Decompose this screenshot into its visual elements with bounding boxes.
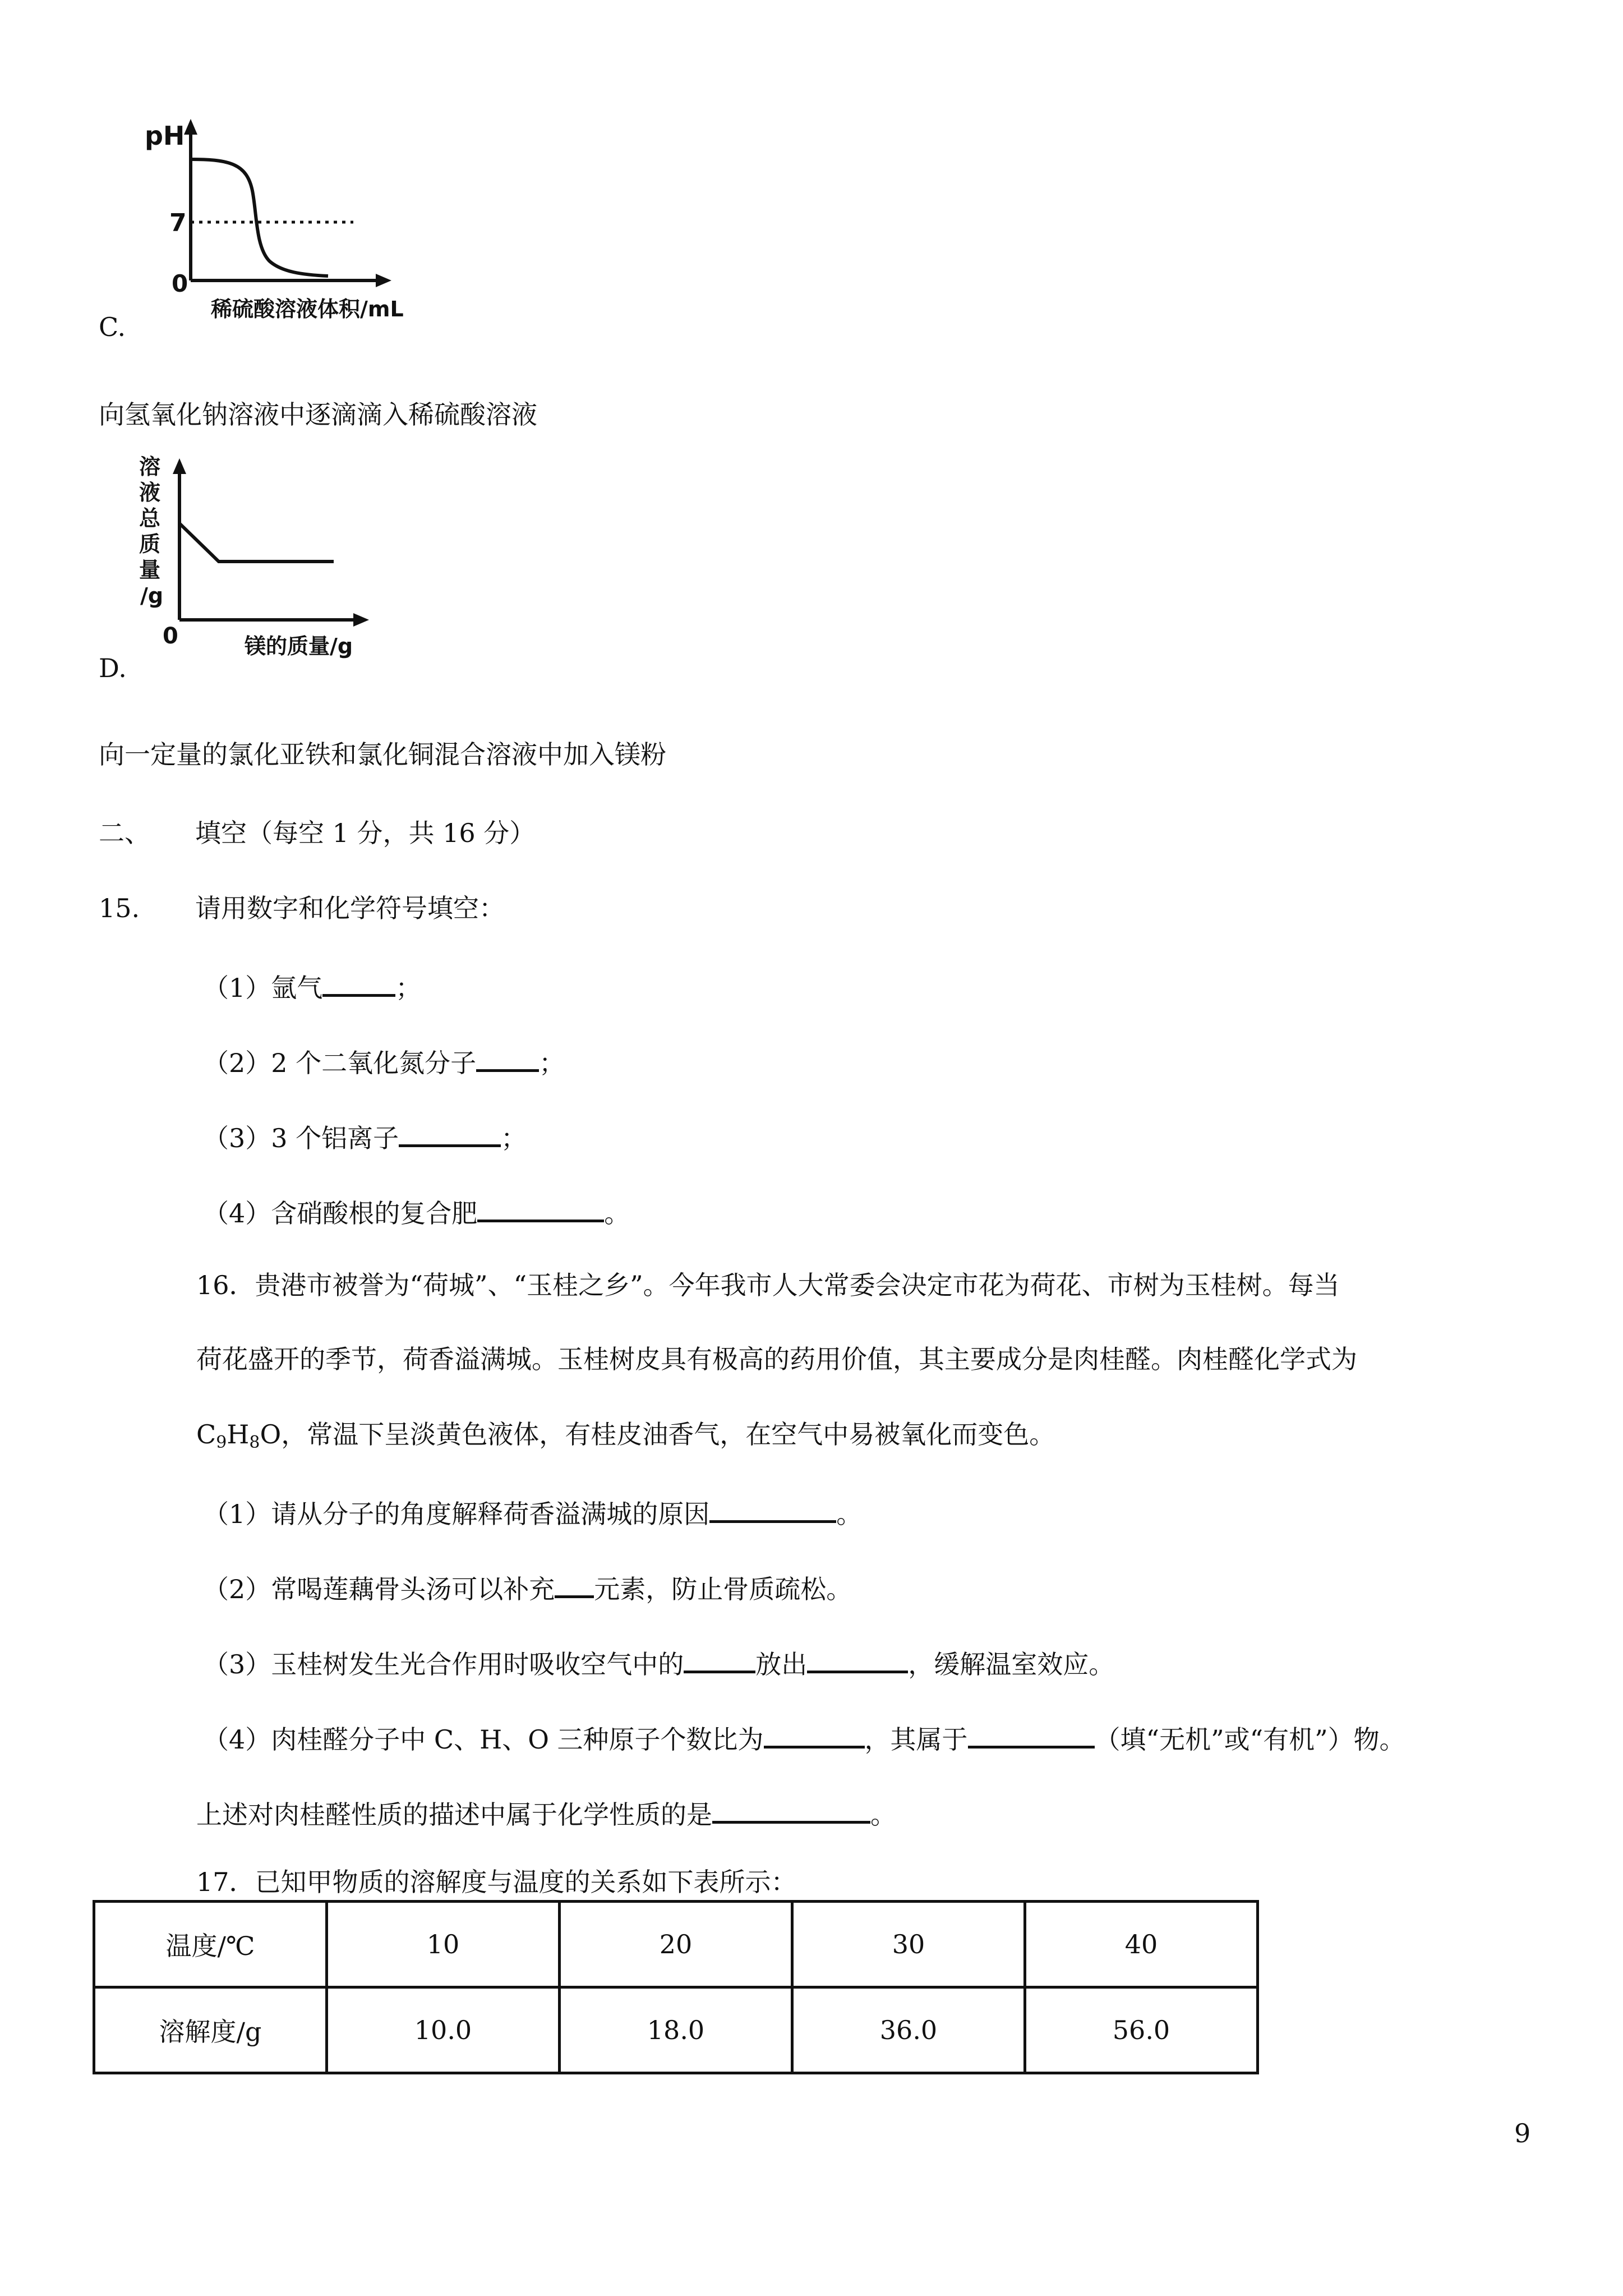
svg-text:质: 质 bbox=[139, 532, 161, 556]
section-title: 填空（每空 1 分，共 16 分） bbox=[195, 818, 536, 848]
answer-blank[interactable] bbox=[399, 1121, 501, 1147]
table-row bbox=[94, 1987, 1258, 2073]
formula-cinnamaldehyde: $C_9H_8O$ bbox=[196, 1419, 282, 1452]
q15-item-2: （2）2 个二氧化氮分子 ； bbox=[203, 1046, 565, 1076]
answer-blank[interactable] bbox=[476, 1046, 539, 1072]
graph-c-ph-curve bbox=[135, 112, 449, 337]
option-c-label: C. bbox=[99, 312, 126, 342]
q15-item-1: （1）氩气 ； bbox=[203, 970, 421, 1001]
q15-stem: 请用数字和化学符号填空： bbox=[195, 893, 505, 923]
table-row bbox=[94, 1902, 1258, 1987]
table-cell: 36.0 bbox=[792, 1987, 1025, 2073]
q16-part-4: （4）肉桂醛分子中 C、H、O 三种原子个数比为 ，其属于 （填“无机”或“有机”）物。 bbox=[203, 1722, 1405, 1752]
answer-blank[interactable] bbox=[712, 1797, 870, 1824]
graph-c-ph-curve-line bbox=[191, 159, 328, 276]
table-cell: 10.0 bbox=[327, 1987, 560, 2073]
table-cell: 10 bbox=[327, 1902, 560, 1987]
table-header-cell: 溶解度/g bbox=[94, 1987, 327, 2073]
graph-d-x-axis-label: 镁的质量/g bbox=[245, 634, 353, 659]
graph-d-solution-mass bbox=[135, 452, 404, 676]
svg-text:液: 液 bbox=[139, 480, 161, 505]
answer-blank[interactable] bbox=[709, 1497, 836, 1523]
graph-d-origin-label: 0 bbox=[163, 623, 178, 649]
q16-line-2: 荷花盛开的季节，荷香溢满城。玉桂树皮具有极高的药用价值，其主要成分是肉桂醛。肉桂醛化学式为 bbox=[196, 1344, 1357, 1374]
svg-text:量: 量 bbox=[139, 558, 161, 582]
graph-c-x-axis-label: 稀硫酸溶液体积/mL bbox=[211, 297, 404, 321]
graph-c-y-tick-7: 7 bbox=[169, 209, 187, 237]
table-cell: 30 bbox=[792, 1902, 1025, 1987]
q16-part-2: （2）常喝莲藕骨头汤可以补充 元素，防止骨质疏松。 bbox=[203, 1572, 852, 1602]
graph-c-axes bbox=[184, 119, 391, 287]
q15-item-4: （4）含硝酸根的复合肥 。 bbox=[203, 1196, 630, 1226]
graph-d-y-axis-label bbox=[139, 454, 163, 608]
answer-blank[interactable] bbox=[968, 1722, 1095, 1749]
solubility-table bbox=[93, 1900, 1259, 2074]
q15-item-3: （3）3 个铝离子 ； bbox=[203, 1121, 527, 1151]
graph-d-mass-line bbox=[179, 523, 334, 562]
graph-d-axes bbox=[173, 458, 369, 627]
answer-blank[interactable] bbox=[555, 1572, 594, 1598]
q16-part-3: （3）玉桂树发生光合作用时吸收空气中的 放出 ，缓解温室效应。 bbox=[203, 1647, 1114, 1677]
graph-c-origin-label: 0 bbox=[172, 270, 188, 297]
table-cell: 40 bbox=[1025, 1902, 1258, 1987]
table-header-cell: 温度/℃ bbox=[94, 1902, 327, 1987]
graph-c-y-axis-label: pH bbox=[145, 121, 185, 151]
svg-text:总: 总 bbox=[139, 506, 161, 531]
answer-blank[interactable] bbox=[322, 970, 395, 997]
table-cell: 56.0 bbox=[1025, 1987, 1258, 2073]
q16-line-3: $C_9H_8O$，常温下呈淡黄色液体，有桂皮油香气，在空气中易被氧化而变色。 bbox=[196, 1419, 1055, 1452]
q16-part-1: （1）请从分子的角度解释荷香溢满城的原因 。 bbox=[203, 1497, 862, 1527]
answer-blank[interactable] bbox=[477, 1196, 604, 1222]
section-number: 二、 bbox=[99, 818, 150, 848]
q16-line-1: 16．贵港市被誉为“荷城”、“玉桂之乡”。今年我市人大常委会决定市花为荷花、市树为玉桂树。每当 bbox=[196, 1270, 1340, 1300]
svg-text:溶: 溶 bbox=[139, 454, 161, 479]
table-cell: 20 bbox=[560, 1902, 792, 1987]
q15-number: 15. bbox=[99, 893, 140, 923]
q16-part-5: 上述对肉桂醛性质的描述中属于化学性质的是 。 bbox=[196, 1797, 896, 1828]
option-d-label: D. bbox=[99, 653, 127, 683]
page-number: 9 bbox=[1514, 2118, 1531, 2148]
svg-text:/g: /g bbox=[140, 583, 164, 608]
table-cell: 18.0 bbox=[560, 1987, 792, 2073]
option-c-caption: 向氢氧化钠溶液中逐滴滴入稀硫酸溶液 bbox=[99, 399, 537, 430]
answer-blank[interactable] bbox=[764, 1722, 865, 1749]
q17-stem: 17．已知甲物质的溶解度与温度的关系如下表所示： bbox=[196, 1867, 797, 1897]
answer-blank[interactable] bbox=[684, 1647, 755, 1673]
option-d-caption: 向一定量的氯化亚铁和氯化铜混合溶液中加入镁粉 bbox=[99, 739, 666, 770]
answer-blank[interactable] bbox=[807, 1647, 908, 1673]
